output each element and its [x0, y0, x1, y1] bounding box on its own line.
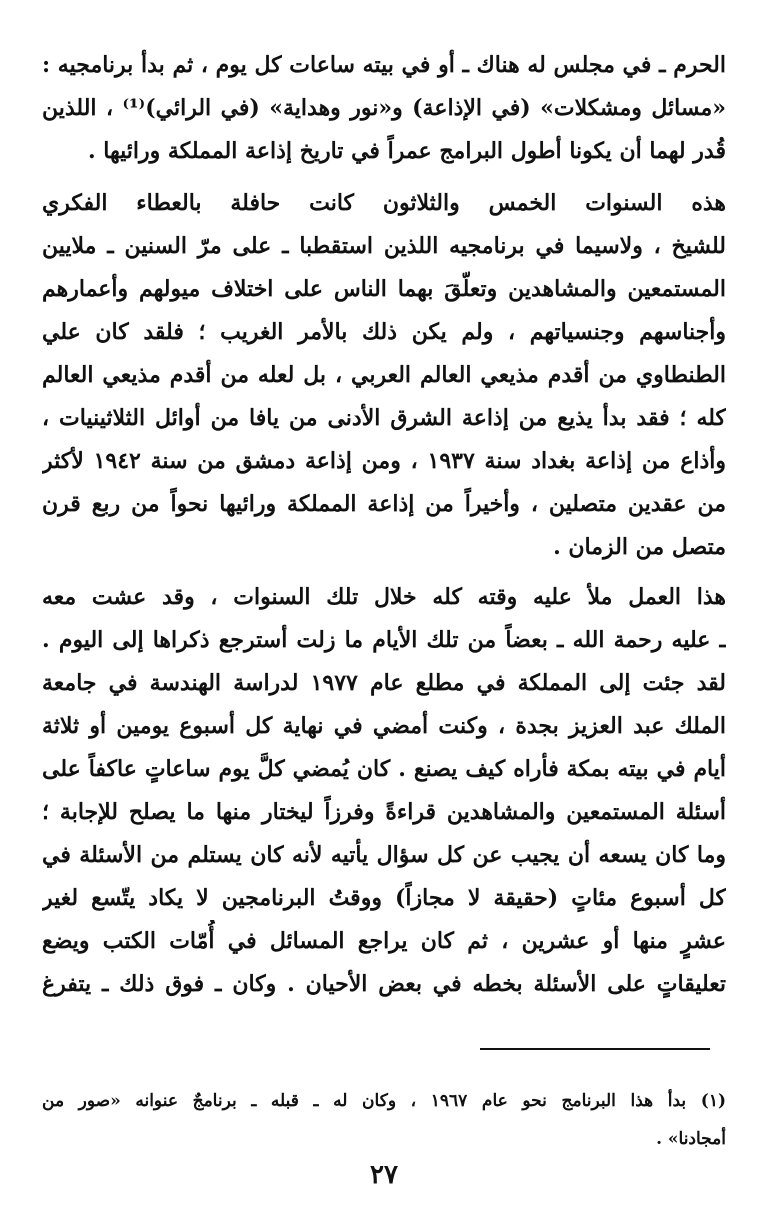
text-line: كله ؛ فقد بدأ يذيع من إذاعة الشرق الأدنى من يافا من أوائل الثلاثينيات ،: [42, 405, 726, 431]
paragraph-3: [42, 576, 726, 1006]
text-line: المستمعين والمشاهدين وتعلّقَ بهما الناس على اختلاف ميولهم وأعمارهم: [42, 276, 726, 302]
text-line: كل أسبوع مئاتٍ (حقيقة لا مجازاً) ووقتُ البرنامجين لا يكاد يتّسع لغير: [42, 885, 726, 911]
text-line: متصل من الزمان .: [553, 534, 726, 560]
footnote-line: (١) بدأ هذا البرنامج نحو عام ١٩٦٧ ، وكان له ـ قبله ـ برنامجٌ عنوانه «صور من: [42, 1091, 726, 1111]
text-line: لقد جئت إلى المملكة في مطلع عام ١٩٧٧ لدراسة الهندسة في جامعة: [42, 670, 726, 696]
text-line: هذه السنوات الخمس والثلاثون كانت حافلة بالعطاء الفكري: [42, 190, 726, 216]
text-line: الملك عبد العزيز بجدة ، وكنت أمضي في نهاية كل أسبوع يومين أو ثلاثة: [42, 713, 726, 739]
page-number: ٢٧: [370, 1160, 398, 1190]
text-line: وأجناسهم وجنسياتهم ، ولم يكن ذلك بالأمر الغريب ؛ فلقد كان علي: [42, 319, 726, 345]
text-line: وأذاع من إذاعة بغداد سنة ١٩٣٧ ، ومن إذاعة دمشق من سنة ١٩٤٢ لأكثر: [42, 448, 726, 474]
footnote-line: أمجادنا» .: [656, 1129, 726, 1149]
text-line: للشيخ ، ولاسيما في برنامجيه اللذين استقطبا ـ على مرّ السنين ـ ملايين: [42, 233, 726, 259]
paragraph-2: [42, 182, 726, 569]
text-line: الحرم ـ في مجلس له هناك ـ أو في بيته ساعات كل يوم ، ثم بدأ برنامجيه :: [42, 52, 726, 78]
text-line: أيام في بيته بمكة فأراه كيف يصنع . كان يُمضي كلَّ يوم ساعاتٍ عاكفاً على: [42, 756, 726, 782]
text-line: قُدر لهما أن يكونا أطول البرامج عمراً في تاريخ إذاعة المملكة ورائيها .: [87, 138, 726, 164]
text-line: عشرٍ منها أو عشرين ، ثم كان يراجع المسائل في أُمّات الكتب ويضع: [42, 928, 726, 954]
text-line: الطنطاوي من أقدم مذيعي العالم العربي ، بل لعله من أقدم مذيعي العالم: [42, 362, 726, 388]
text-line: ـ عليه رحمة الله ـ بعضاً من تلك الأيام ما زلت أسترجع ذكراها إلى اليوم .: [42, 627, 726, 653]
paragraph-1: [42, 44, 726, 173]
text-line: تعليقاتٍ على الأسئلة بخطه في بعض الأحيان . وكان ـ فوق ذلك ـ يتفرغ: [42, 971, 726, 997]
text-line: من عقدين متصلين ، وأخيراً من إذاعة المملكة ورائيها نحواً من ربع قرن: [42, 491, 726, 517]
footnote-divider: [480, 1048, 710, 1050]
text-line: وما كان يسعه أن يجيب عن كل سؤال يأتيه لأنه كان يستلم من الأسئلة في: [42, 842, 726, 868]
footnote: [42, 1082, 726, 1158]
text-line: «مسائل ومشكلات» (في الإذاعة) و«نور وهداية» (في الرائي)⁽¹⁾ ، اللذين: [42, 95, 726, 121]
text-line: أسئلة المستمعين والمشاهدين قراءةً وفرزاً ليختار منها ما يصلح للإجابة ؛: [42, 799, 726, 825]
text-line: هذا العمل ملأ عليه وقته كله خلال تلك السنوات ، وقد عشت معه: [42, 584, 726, 610]
